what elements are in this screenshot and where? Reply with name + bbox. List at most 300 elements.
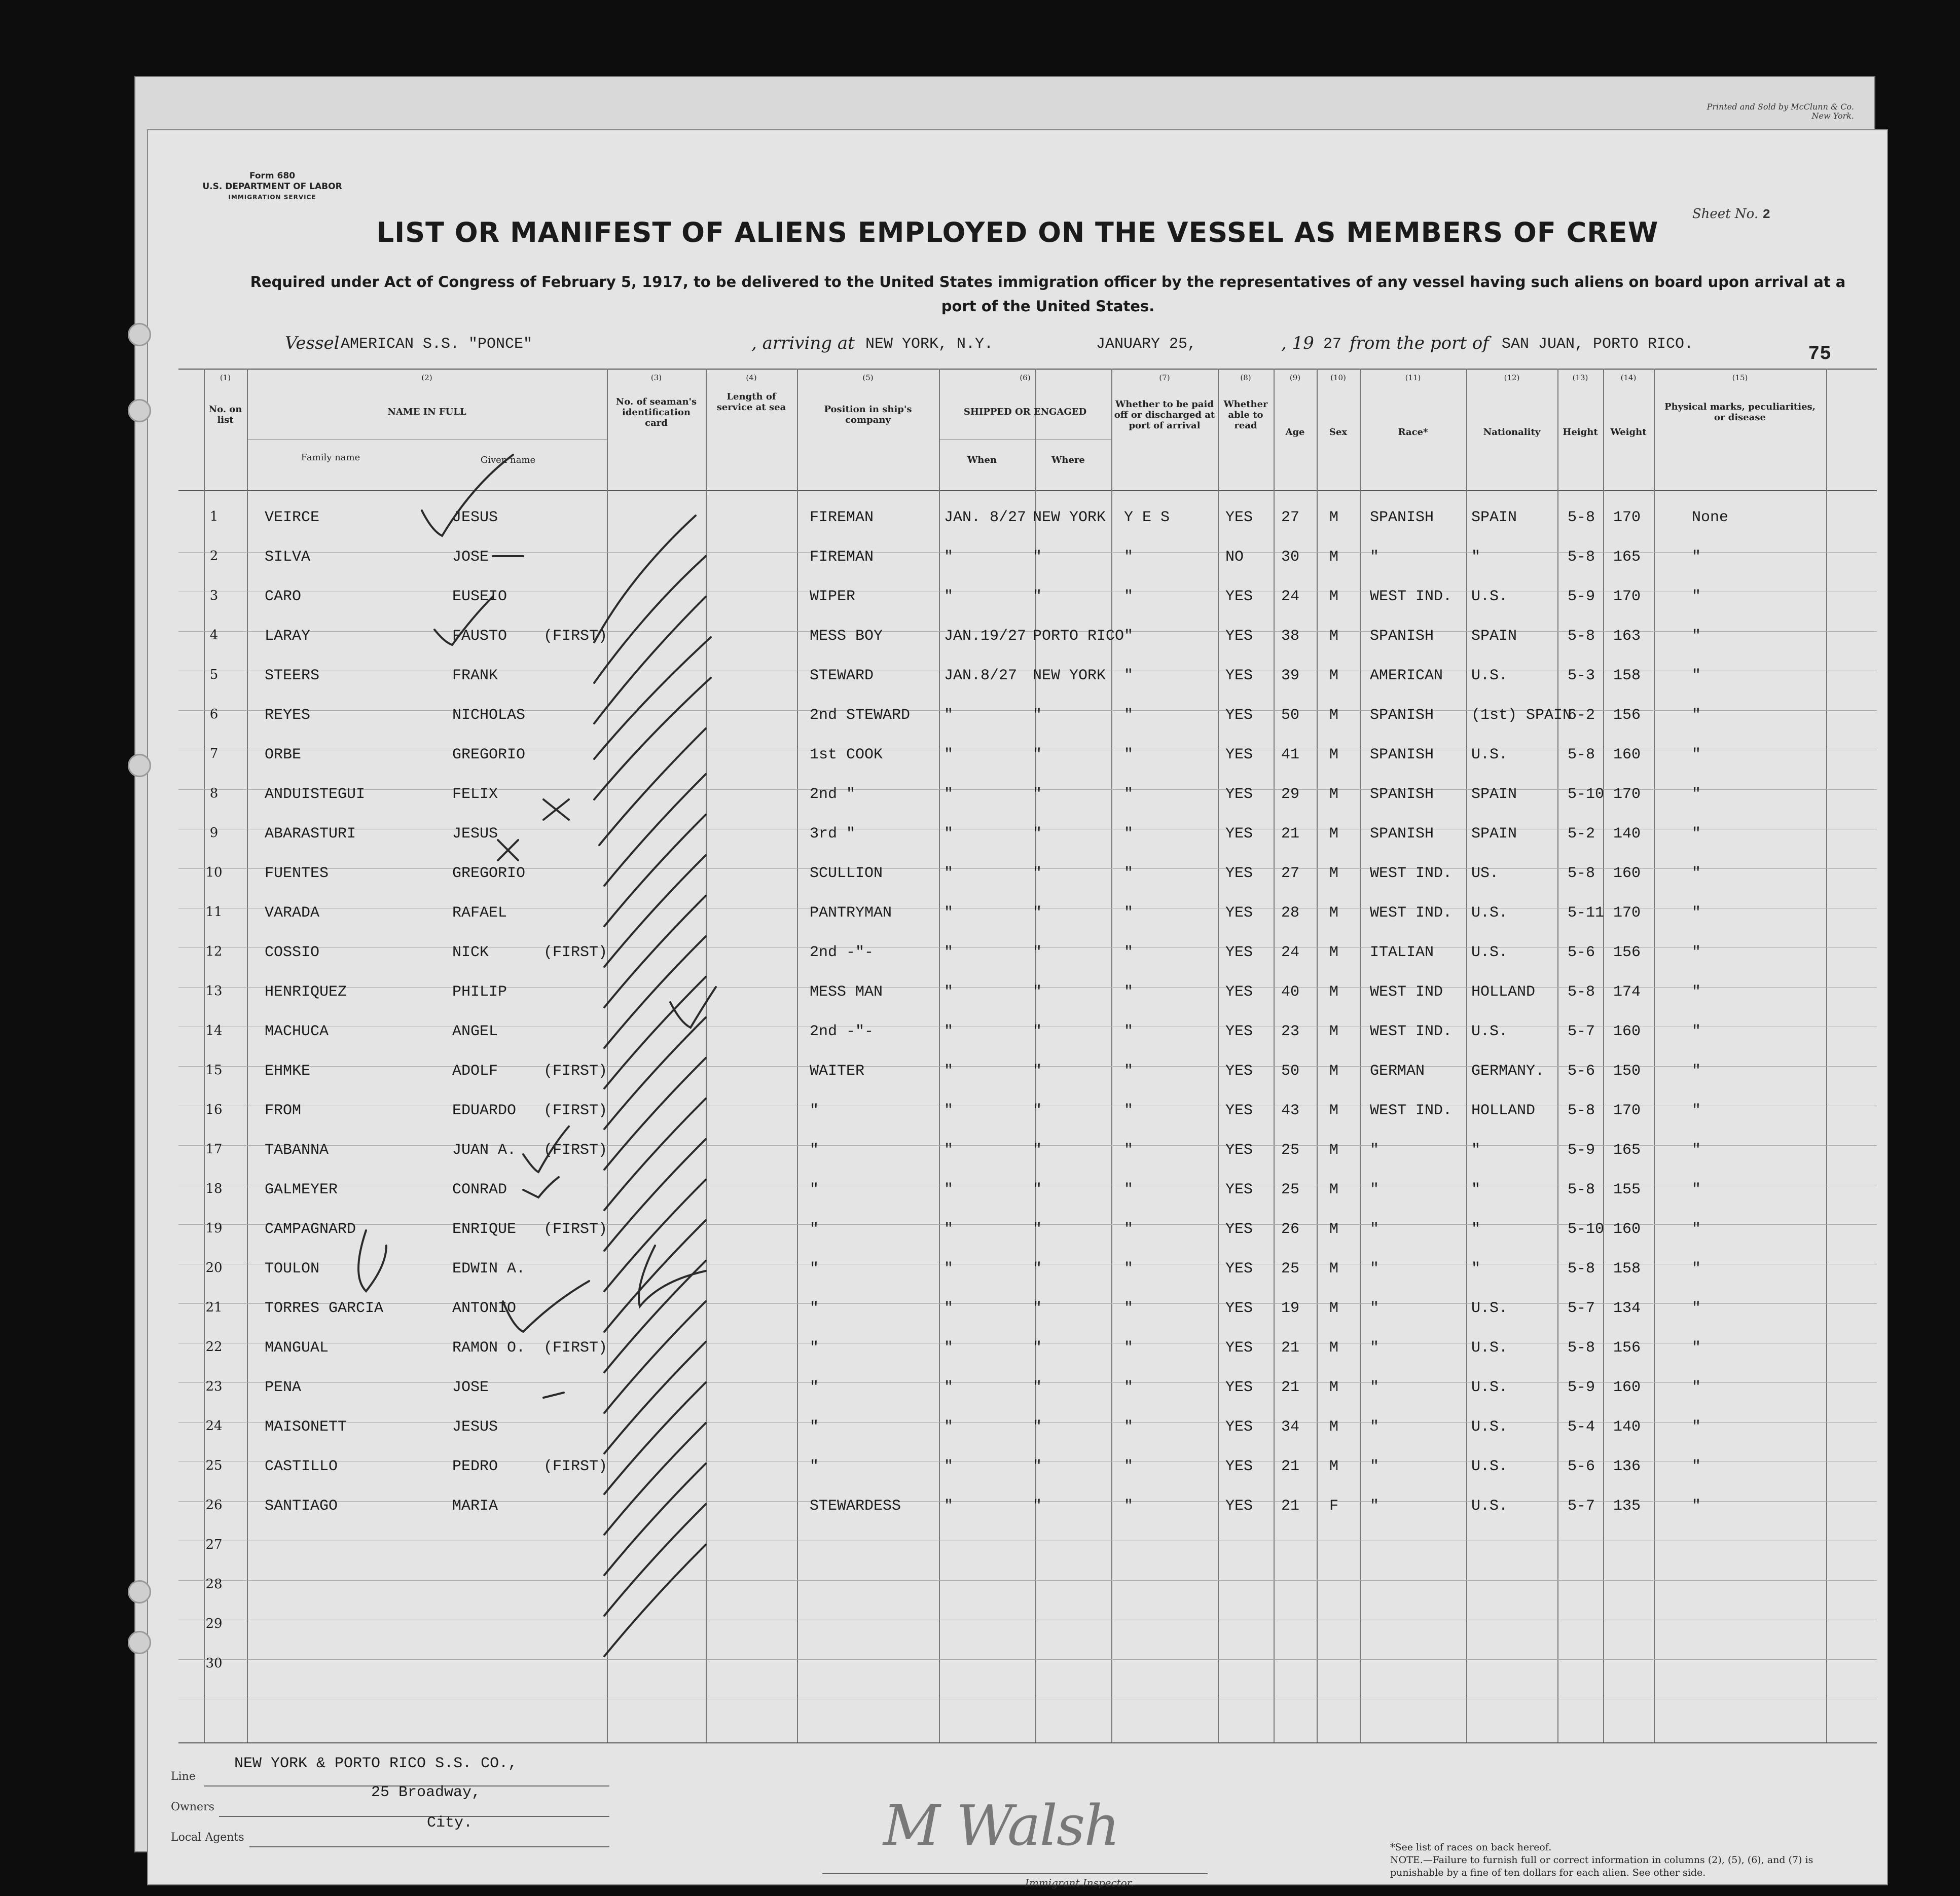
cell-sex: M — [1329, 865, 1339, 882]
cell-sex: M — [1329, 1023, 1339, 1040]
cell-nat: U.S. — [1471, 746, 1508, 763]
cell-given: NICHOLAS — [452, 707, 526, 724]
col-number-3: (3) — [650, 373, 662, 382]
cell-marks: " — [1692, 786, 1701, 803]
cell-race: SPANISH — [1370, 628, 1434, 645]
cell-note: (FIRST) — [543, 1142, 608, 1159]
cell-weight: 170 — [1613, 1102, 1641, 1119]
cell-height: 5-4 — [1568, 1418, 1595, 1436]
cell-race: GERMAN — [1370, 1063, 1425, 1080]
cell-nat: U.S. — [1471, 1498, 1508, 1515]
cell-where: " — [1033, 1063, 1042, 1080]
col-number-7: (7) — [1159, 373, 1170, 382]
cell-weight: 160 — [1613, 1379, 1641, 1396]
col-number-10: (10) — [1330, 373, 1346, 382]
cell-height: 5-9 — [1568, 1379, 1595, 1396]
cell-position: " — [810, 1260, 819, 1278]
cell-marks: " — [1692, 628, 1701, 645]
cell-where: " — [1033, 904, 1042, 922]
cell-paid: " — [1124, 1498, 1134, 1515]
cell-position: 2nd STEWARD — [810, 707, 911, 724]
cell-paid: " — [1124, 1379, 1134, 1396]
cell-family: VARADA — [265, 904, 320, 922]
col-physical-marks: Physical marks, peculiarities, or disease — [1664, 402, 1816, 423]
cell-where: " — [1033, 707, 1042, 724]
cell-sex: M — [1329, 825, 1339, 843]
cell-where: " — [1033, 746, 1042, 763]
cell-when: " — [944, 1260, 954, 1278]
cell-race: " — [1370, 1181, 1380, 1198]
cell-position: SCULLION — [810, 865, 883, 882]
cell-note: (FIRST) — [543, 1102, 608, 1119]
cell-nat: U.S. — [1471, 904, 1508, 922]
manifest-footer — [148, 1742, 1887, 1889]
cell-position: WAITER — [810, 1063, 865, 1080]
cell-weight: 156 — [1613, 944, 1641, 961]
cell-marks: " — [1692, 1260, 1701, 1278]
table-row — [148, 893, 1887, 933]
cell-paid: " — [1124, 904, 1134, 922]
cell-paid: " — [1124, 1102, 1134, 1119]
cell-marks: " — [1692, 667, 1701, 684]
cell-position: " — [810, 1418, 819, 1436]
col-given-name: Given name — [480, 455, 536, 465]
cell-nat: U.S. — [1471, 1339, 1508, 1357]
col-shipped: SHIPPED OR ENGAGED — [963, 407, 1087, 417]
printer-credit — [1692, 102, 1854, 121]
cell-sex: M — [1329, 628, 1339, 645]
cell-marks: None — [1692, 509, 1729, 526]
cell-when: " — [944, 1063, 954, 1080]
cell-position: " — [810, 1300, 819, 1317]
page-number: 75 — [1808, 343, 1831, 365]
cell-when: " — [944, 1300, 954, 1317]
races-note: *See list of races on back hereof. — [1390, 1842, 1552, 1853]
cell-read: YES — [1225, 1221, 1253, 1238]
cell-race: SPANISH — [1370, 707, 1434, 724]
cell-nat: HOLLAND — [1471, 1102, 1536, 1119]
cell-marks: " — [1692, 865, 1701, 882]
cell-when: " — [944, 786, 954, 803]
cell-height: 5-6 — [1568, 944, 1595, 961]
cell-weight: 170 — [1613, 786, 1641, 803]
cell-sex: M — [1329, 707, 1339, 724]
table-row — [148, 1249, 1887, 1289]
cell-paid: " — [1124, 786, 1134, 803]
cell-height: 5-7 — [1568, 1300, 1595, 1317]
col-position: Position in ship's company — [824, 404, 912, 425]
cell-age: 21 — [1281, 825, 1300, 843]
cell-sex: M — [1329, 509, 1339, 526]
cell-family: FUENTES — [265, 865, 329, 882]
cell-note: (FIRST) — [543, 1339, 608, 1357]
cell-race: " — [1370, 1458, 1380, 1475]
cell-sex: M — [1329, 1260, 1339, 1278]
cell-family: CAMPAGNARD — [265, 1221, 356, 1238]
table-row — [148, 1645, 1887, 1684]
cell-marks: " — [1692, 1498, 1701, 1515]
cell-family: SILVA — [265, 549, 311, 566]
cell-paid: " — [1124, 1458, 1134, 1475]
arriving-value: NEW YORK, N.Y. — [865, 336, 994, 353]
cell-nat: U.S. — [1471, 1023, 1508, 1040]
table-row — [148, 1605, 1887, 1645]
cell-height: 5-8 — [1568, 1102, 1595, 1119]
row-number: 9 — [209, 825, 219, 841]
col-number-12: (12) — [1504, 373, 1520, 382]
cell-nat: U.S. — [1471, 667, 1508, 684]
cell-height: 5-8 — [1568, 1181, 1595, 1198]
cell-height: 5-8 — [1568, 865, 1595, 882]
agents-label: Local Agents — [171, 1831, 244, 1844]
cell-read: YES — [1225, 983, 1253, 1001]
row-number: 23 — [205, 1379, 223, 1394]
cell-weight: 165 — [1613, 1142, 1641, 1159]
cell-height: 5-8 — [1568, 1260, 1595, 1278]
row-number: 4 — [209, 628, 219, 643]
cell-read: NO — [1225, 549, 1244, 566]
table-row — [148, 498, 1887, 537]
col-family-name: Family name — [301, 452, 360, 463]
cell-where: PORTO RICO — [1033, 628, 1124, 645]
cell-paid: " — [1124, 1260, 1134, 1278]
cell-nat: " — [1471, 1181, 1481, 1198]
cell-height: 5-7 — [1568, 1023, 1595, 1040]
cell-read: YES — [1225, 1260, 1253, 1278]
cell-paid: " — [1124, 825, 1134, 843]
col-no-on-list: No. on list — [208, 404, 242, 425]
cell-position: " — [810, 1142, 819, 1159]
cell-given: FRANK — [452, 667, 498, 684]
cell-paid: " — [1124, 1181, 1134, 1198]
cell-paid: " — [1124, 944, 1134, 961]
cell-race: SPANISH — [1370, 746, 1434, 763]
cell-weight: 163 — [1613, 628, 1641, 645]
cell-family: PENA — [265, 1379, 302, 1396]
cell-family: REYES — [265, 707, 311, 724]
cell-where: " — [1033, 1339, 1042, 1357]
col-paid-off: Whether to be paid off or discharged at port of arrival — [1114, 399, 1215, 431]
cell-when: " — [944, 1023, 954, 1040]
cell-height: 5-9 — [1568, 588, 1595, 605]
sheet-value: 2 — [1762, 207, 1770, 222]
cell-marks: " — [1692, 1300, 1701, 1317]
cell-height: 5-8 — [1568, 1339, 1595, 1357]
cell-age: 21 — [1281, 1339, 1300, 1357]
cell-height: 5-7 — [1568, 1498, 1595, 1515]
cell-nat: U.S. — [1471, 1458, 1508, 1475]
cell-marks: " — [1692, 983, 1701, 1001]
cell-age: 39 — [1281, 667, 1300, 684]
cell-note: (FIRST) — [543, 944, 608, 961]
vessel-value: AMERICAN S.S. "PONCE" — [341, 336, 533, 353]
cell-where: " — [1033, 1102, 1042, 1119]
cell-paid: " — [1124, 707, 1134, 724]
punch-hole — [128, 399, 151, 422]
row-number: 3 — [209, 588, 219, 603]
cell-when: " — [944, 1379, 954, 1396]
cell-read: YES — [1225, 904, 1253, 922]
col-nationality: Nationality — [1483, 427, 1541, 437]
cell-nat: HOLLAND — [1471, 983, 1536, 1001]
cell-nat: " — [1471, 1142, 1481, 1159]
cell-read: YES — [1225, 588, 1253, 605]
cell-read: YES — [1225, 1418, 1253, 1436]
cell-sex: M — [1329, 1379, 1339, 1396]
col-number-13: (13) — [1572, 373, 1588, 382]
row-number: 30 — [205, 1656, 223, 1671]
cell-height: 5-8 — [1568, 628, 1595, 645]
row-number: 5 — [209, 667, 219, 682]
table-row — [148, 972, 1887, 1012]
cell-when: JAN.19/27 — [944, 628, 1027, 645]
from-label: from the port of — [1350, 333, 1489, 353]
cell-given: RAMON O. — [452, 1339, 526, 1357]
cell-given: JESUS — [452, 825, 498, 843]
cell-marks: " — [1692, 1102, 1701, 1119]
service: IMMIGRATION SERVICE — [228, 194, 316, 201]
footer-note — [1390, 1841, 1846, 1879]
cell-given: PEDRO — [452, 1458, 498, 1475]
cell-weight: 140 — [1613, 825, 1641, 843]
cell-read: YES — [1225, 1458, 1253, 1475]
cell-when: " — [944, 1498, 954, 1515]
cell-when: " — [944, 549, 954, 566]
col-number-9: (9) — [1289, 373, 1301, 382]
row-number: 29 — [205, 1616, 223, 1631]
cell-family: LARAY — [265, 628, 311, 645]
col-number-11: (11) — [1405, 373, 1421, 382]
cell-given: FELIX — [452, 786, 498, 803]
cell-read: YES — [1225, 1142, 1253, 1159]
punch-hole — [128, 323, 151, 346]
col-number-2: (2) — [421, 373, 432, 382]
cell-position: " — [810, 1379, 819, 1396]
cell-read: YES — [1225, 667, 1253, 684]
line-value: NEW YORK & PORTO RICO S.S. CO., — [234, 1755, 518, 1772]
cell-read: YES — [1225, 1300, 1253, 1317]
cell-read: YES — [1225, 1181, 1253, 1198]
cell-race: " — [1370, 1221, 1380, 1238]
cell-age: 21 — [1281, 1379, 1300, 1396]
cell-read: YES — [1225, 1023, 1253, 1040]
cell-height: 5-6 — [1568, 1458, 1595, 1475]
cell-height: 5-2 — [1568, 825, 1595, 843]
table-row — [148, 933, 1887, 972]
cell-weight: 155 — [1613, 1181, 1641, 1198]
cell-position: STEWARDESS — [810, 1498, 901, 1515]
cell-nat: U.S. — [1471, 588, 1508, 605]
row-number: 2 — [209, 549, 219, 564]
cell-weight: 150 — [1613, 1063, 1641, 1080]
cell-nat: SPAIN — [1471, 786, 1517, 803]
cell-family: EHMKE — [265, 1063, 311, 1080]
cell-weight: 158 — [1613, 1260, 1641, 1278]
table-row — [148, 1526, 1887, 1565]
row-number: 20 — [205, 1260, 223, 1275]
cell-nat: (1st) SPAIN — [1471, 707, 1572, 724]
cell-age: 24 — [1281, 944, 1300, 961]
row-number: 24 — [205, 1418, 223, 1434]
inspector-signature: M Walsh — [883, 1793, 1119, 1858]
cell-given: PHILIP — [452, 983, 507, 1001]
row-number: 11 — [205, 904, 223, 920]
cell-nat: SPAIN — [1471, 628, 1517, 645]
cell-position: MESS BOY — [810, 628, 883, 645]
cell-family: ANDUISTEGUI — [265, 786, 366, 803]
cell-race: WEST IND. — [1370, 865, 1453, 882]
cell-weight: 140 — [1613, 1418, 1641, 1436]
year-prefix: , 19 — [1281, 333, 1314, 353]
cell-sex: M — [1329, 944, 1339, 961]
cell-read: YES — [1225, 746, 1253, 763]
cell-when: " — [944, 865, 954, 882]
cell-where: NEW YORK — [1033, 667, 1106, 684]
cell-family: ABARASTURI — [265, 825, 356, 843]
cell-weight: 160 — [1613, 1221, 1641, 1238]
cell-position: 2nd -"- — [810, 1023, 874, 1040]
cell-sex: M — [1329, 746, 1339, 763]
cell-where: NEW YORK — [1033, 509, 1106, 526]
cell-read: YES — [1225, 825, 1253, 843]
row-number: 14 — [205, 1023, 223, 1038]
year-value: 27 — [1323, 336, 1342, 353]
cell-weight: 160 — [1613, 865, 1641, 882]
cell-race: AMERICAN — [1370, 667, 1443, 684]
table-row — [148, 616, 1887, 656]
cell-weight: 174 — [1613, 983, 1641, 1001]
row-number: 16 — [205, 1102, 223, 1117]
cell-height: 6-2 — [1568, 707, 1595, 724]
cell-paid: " — [1124, 1339, 1134, 1357]
cell-race: " — [1370, 1260, 1380, 1278]
cell-race: WEST IND. — [1370, 1102, 1453, 1119]
cell-sex: M — [1329, 549, 1339, 566]
cell-sex: M — [1329, 1063, 1339, 1080]
cell-position: PANTRYMAN — [810, 904, 892, 922]
cell-paid: " — [1124, 549, 1134, 566]
cell-age: 38 — [1281, 628, 1300, 645]
cell-given: JESUS — [452, 1418, 498, 1436]
cell-sex: M — [1329, 588, 1339, 605]
cell-where: " — [1033, 786, 1042, 803]
cell-read: YES — [1225, 944, 1253, 961]
row-number: 28 — [205, 1577, 223, 1592]
arriving-label: , arriving at — [751, 333, 855, 353]
page-subtitle: Required under Act of Congress of February 5, 1917, to be delivered to the United States immigration officer by the representatives of any vessel having such aliens on board upon arrival at a port of the United States. — [250, 273, 1846, 315]
table-row — [148, 1051, 1887, 1091]
cell-when: " — [944, 1418, 954, 1436]
cell-marks: " — [1692, 944, 1701, 961]
cell-sex: F — [1329, 1498, 1339, 1515]
table-row — [148, 696, 1887, 735]
col-number-14: (14) — [1620, 373, 1637, 382]
sheet-label: Sheet No. — [1692, 206, 1759, 222]
cell-position: " — [810, 1102, 819, 1119]
cell-when: " — [944, 983, 954, 1001]
cell-read: YES — [1225, 1379, 1253, 1396]
cell-family: CARO — [265, 588, 302, 605]
cell-sex: M — [1329, 983, 1339, 1001]
table-row — [148, 1328, 1887, 1368]
cell-paid: " — [1124, 1142, 1134, 1159]
cell-height: 5-3 — [1568, 667, 1595, 684]
cell-marks: " — [1692, 707, 1701, 724]
row-number: 26 — [205, 1498, 223, 1513]
cell-height: 5-6 — [1568, 1063, 1595, 1080]
cell-family: VEIRCE — [265, 509, 320, 526]
cell-age: 41 — [1281, 746, 1300, 763]
cell-when: " — [944, 1221, 954, 1238]
agents-value: City. — [427, 1814, 473, 1832]
cell-where: " — [1033, 825, 1042, 843]
cell-read: YES — [1225, 628, 1253, 645]
cell-given: JOSE — [452, 1379, 489, 1396]
col-age: Age — [1285, 427, 1305, 437]
cell-sex: M — [1329, 1181, 1339, 1198]
col-race: Race* — [1398, 427, 1428, 437]
cell-sex: M — [1329, 1418, 1339, 1436]
line-label: Line — [171, 1770, 196, 1783]
cell-where: " — [1033, 1379, 1042, 1396]
col-number-6: (6) — [1020, 373, 1031, 382]
cell-marks: " — [1692, 825, 1701, 843]
cell-age: 19 — [1281, 1300, 1300, 1317]
cell-given: GREGORIO — [452, 746, 526, 763]
cell-age: 28 — [1281, 904, 1300, 922]
cell-age: 27 — [1281, 865, 1300, 882]
cell-when: " — [944, 1102, 954, 1119]
cell-nat: U.S. — [1471, 944, 1508, 961]
col-number-8: (8) — [1240, 373, 1251, 382]
cell-race: WEST IND. — [1370, 1023, 1453, 1040]
cell-sex: M — [1329, 1221, 1339, 1238]
cell-given: ANGEL — [452, 1023, 498, 1040]
cell-read: YES — [1225, 865, 1253, 882]
cell-sex: M — [1329, 1142, 1339, 1159]
from-value: SAN JUAN, PORTO RICO. — [1502, 336, 1694, 353]
cell-height: 5-10 — [1568, 786, 1605, 803]
table-row — [148, 775, 1887, 814]
cell-family: COSSIO — [265, 944, 320, 961]
cell-sex: M — [1329, 904, 1339, 922]
cell-given: RAFAEL — [452, 904, 507, 922]
cell-when: " — [944, 1458, 954, 1475]
printer-line-1: Printed and Sold by McClunn & Co. — [1707, 102, 1854, 112]
cell-age: 50 — [1281, 1063, 1300, 1080]
row-number: 18 — [205, 1181, 223, 1196]
cell-family: MANGUAL — [265, 1339, 329, 1357]
cell-race: " — [1370, 549, 1380, 566]
cell-where: " — [1033, 1260, 1042, 1278]
cell-height: 5-11 — [1568, 904, 1605, 922]
cell-nat: US. — [1471, 865, 1499, 882]
cell-height: 5-8 — [1568, 549, 1595, 566]
cell-given: FAUSTO — [452, 628, 507, 645]
col-number-4: (4) — [746, 373, 757, 382]
cell-paid: " — [1124, 1023, 1134, 1040]
table-row — [148, 577, 1887, 616]
cell-paid: " — [1124, 1221, 1134, 1238]
cell-nat: U.S. — [1471, 1300, 1508, 1317]
cell-when: JAN.8/27 — [944, 667, 1018, 684]
cell-where: " — [1033, 1181, 1042, 1198]
printer-line-2: New York. — [1811, 111, 1854, 121]
row-number: 21 — [205, 1300, 223, 1315]
cell-age: 25 — [1281, 1260, 1300, 1278]
cell-position: 1st COOK — [810, 746, 883, 763]
cell-sex: M — [1329, 1102, 1339, 1119]
